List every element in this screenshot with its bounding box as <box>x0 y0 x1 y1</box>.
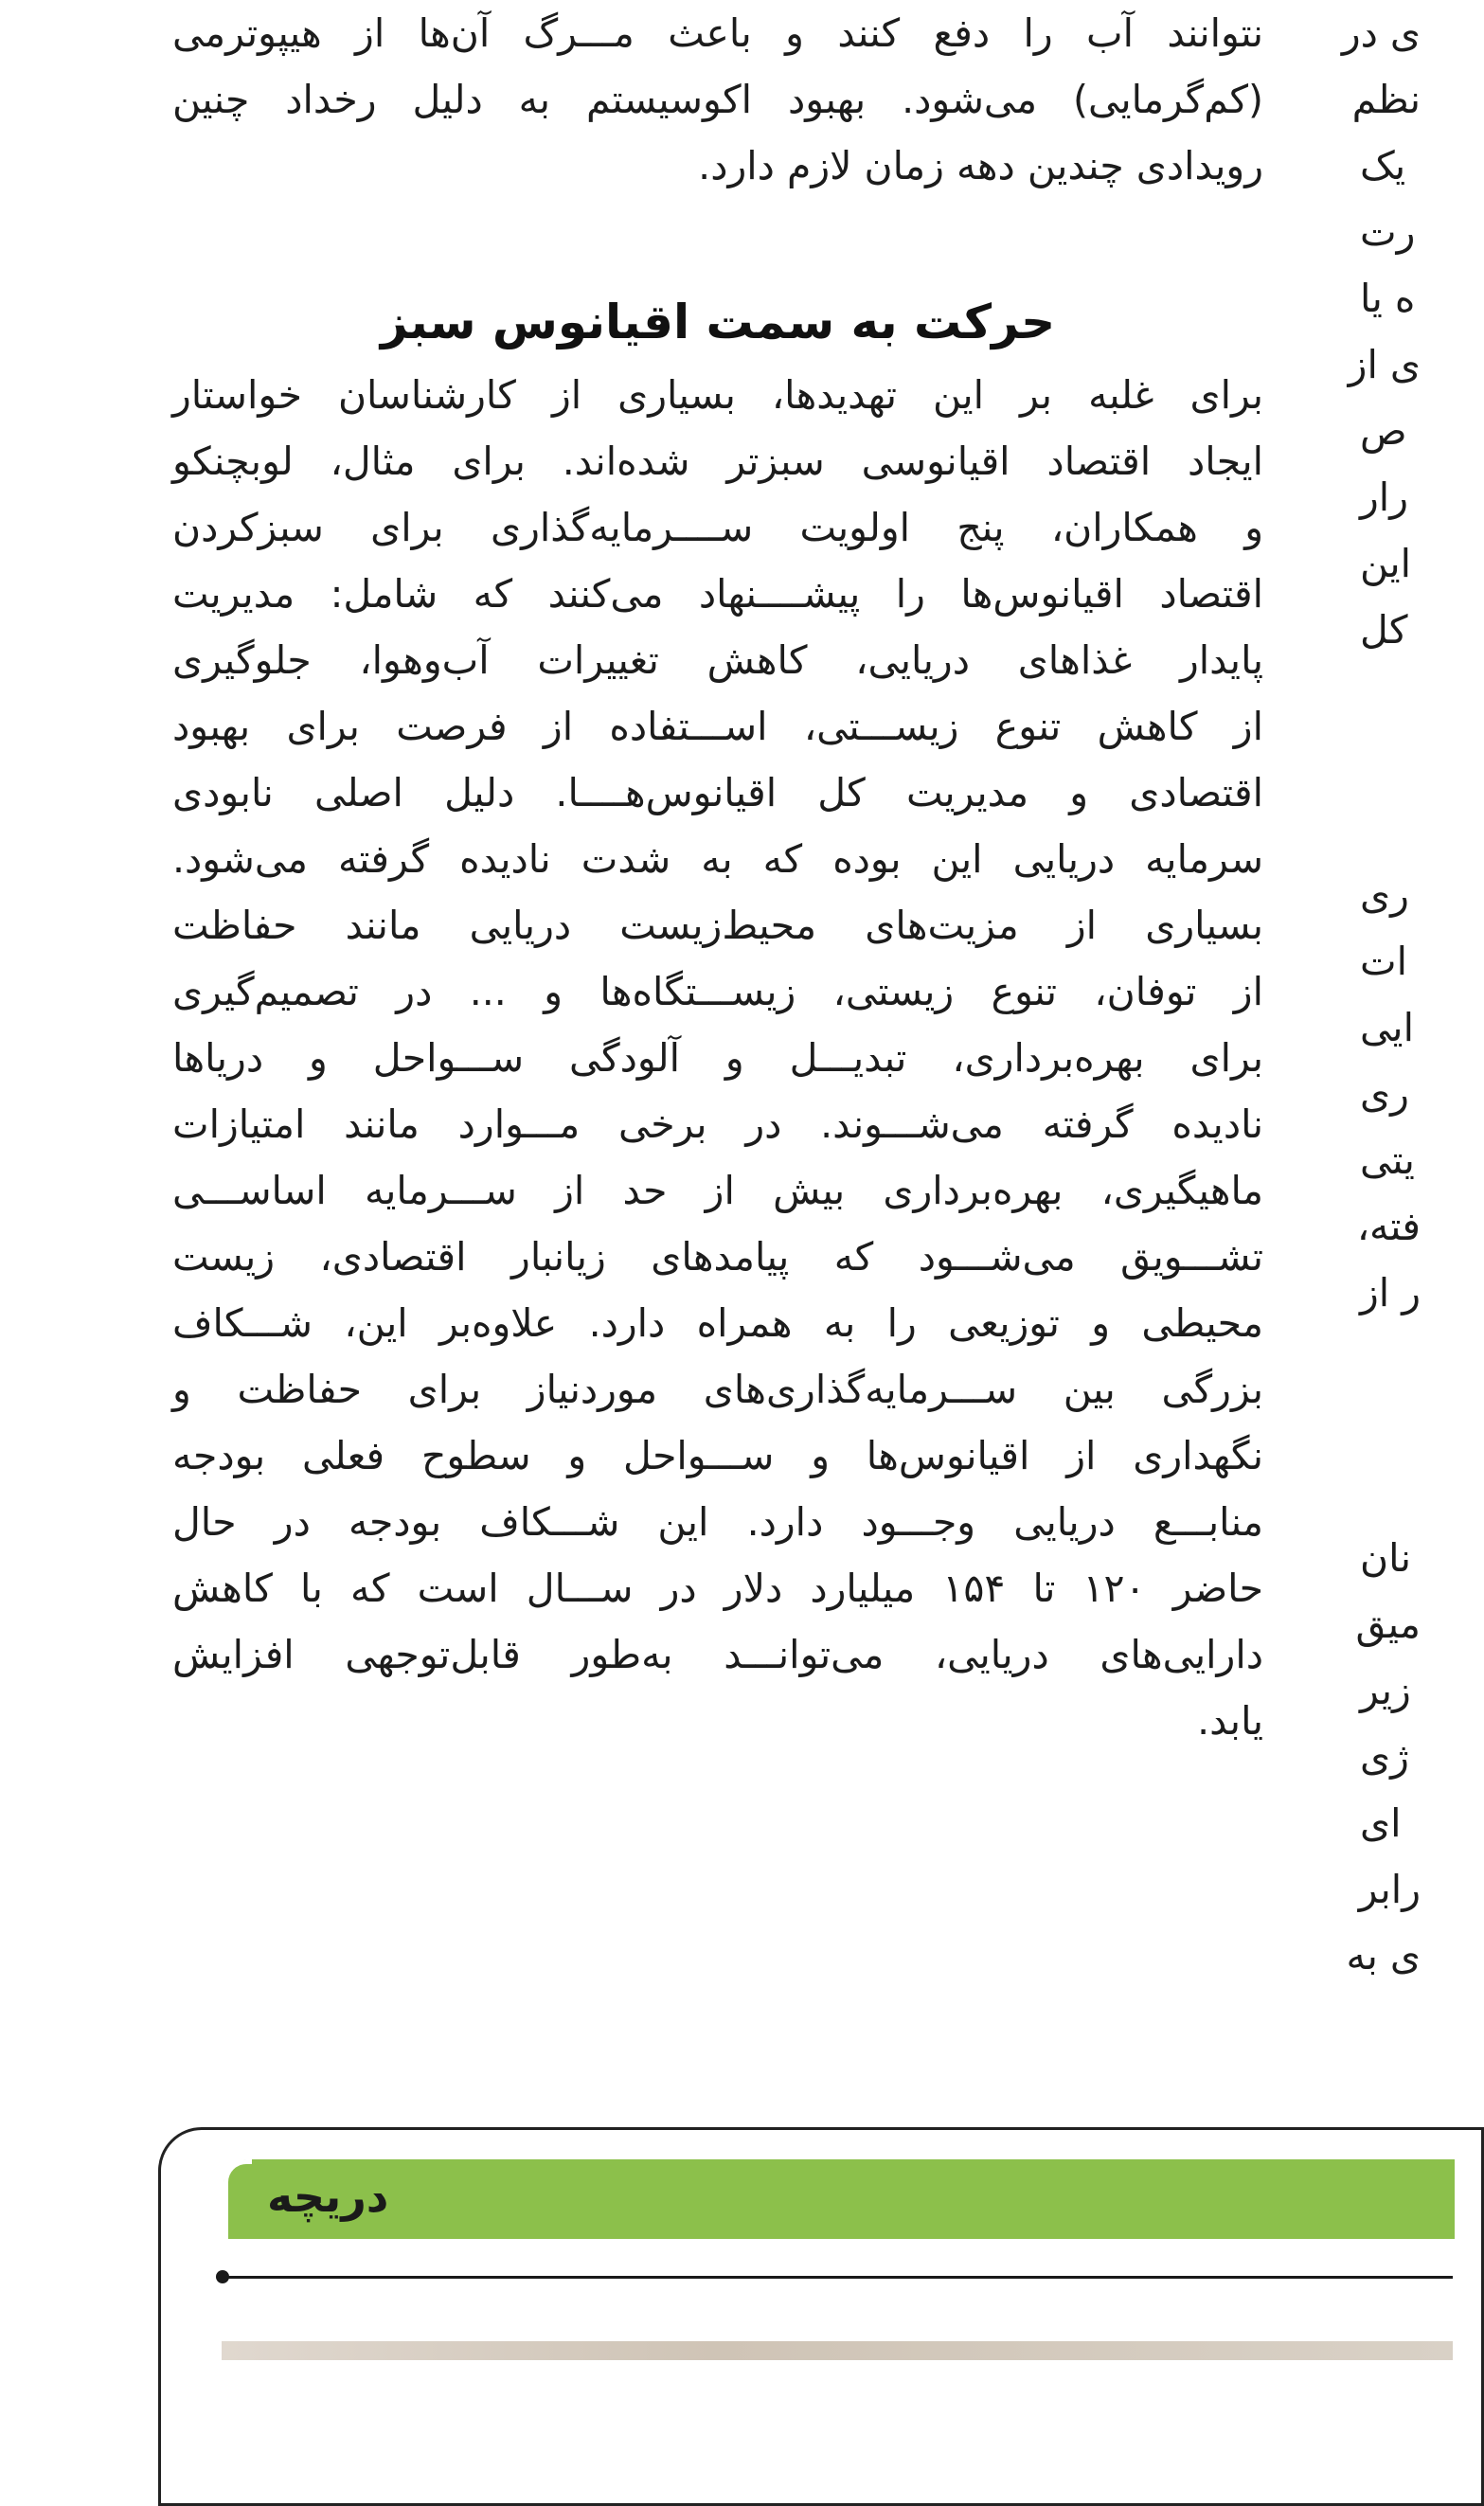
intro-line: رویدادی چندین دهه زمان لازم دارد. <box>698 143 1263 188</box>
fragment-line: ای <box>1360 1800 1402 1846</box>
right-text-column-fragment <box>1341 0 1421 2084</box>
fragment-line: ری <box>1360 1071 1409 1117</box>
paragraph-line: اقتصاد اقیانوس‌ها را پیشــــنهاد می‌کنند که شامل: مدیریت <box>172 571 1263 617</box>
fragment-line: ص <box>1360 408 1407 454</box>
fragment-line: میق <box>1355 1602 1421 1647</box>
paragraph-line: نگهداری از اقیانوس‌ها و ســـواحل و سطوح فعلی بودجه <box>172 1433 1263 1478</box>
fragment-line: ایی <box>1360 1005 1414 1050</box>
paragraph-line: و همکاران، پنج اولویت ســــرمایه‌گذاری برای سبزکردن <box>172 505 1263 550</box>
info-box-divider <box>222 2276 1453 2279</box>
paragraph-line: محیطی و توزیعی را به همراه دارد. علاوه‌بر این، شـــکاف <box>172 1300 1263 1346</box>
section-paragraph <box>172 362 1263 1754</box>
paragraph-line: یابد. <box>1197 1698 1263 1744</box>
paragraph-line: ایجاد اقتصاد اقیانوسی سبزتر شده‌اند. برای مثال، لوبچنکو <box>172 439 1263 484</box>
fragment-line: ری <box>1360 872 1409 918</box>
fragment-line: نان <box>1360 1535 1412 1581</box>
fragment-line: این <box>1360 541 1412 586</box>
fragment-line: زیر <box>1360 1668 1411 1713</box>
intro-line: (کم‌گرمایی) می‌شود. بهبود اکوسیستم به دلیل رخداد چنین <box>172 77 1263 122</box>
fragment-line: فته، <box>1356 1204 1421 1249</box>
paragraph-line: بزرگی بین ســـرمایه‌گذاری‌های موردنیاز برای حفاظت و <box>172 1367 1263 1412</box>
paragraph-line: نادیده گرفته می‌شـــوند. در برخی مـــوارد مانند امتیازات <box>172 1101 1263 1147</box>
main-text-column <box>172 0 1263 1754</box>
fragment-line: ژی <box>1360 1734 1409 1780</box>
paragraph-line: اقتصادی و مدیریت کل اقیانوس‌هــــا. دلیل اصلی نابودی <box>172 770 1263 815</box>
fragment-line: کل <box>1360 607 1408 653</box>
paragraph-line: ماهیگیری، بهره‌برداری بیش از حد از ســـرمایه اساســـی <box>172 1168 1263 1213</box>
section-heading: حرکت به سمت اقیانوس سبز <box>380 295 1056 349</box>
info-box-photo <box>222 2341 1453 2360</box>
fragment-line: ر از <box>1359 1270 1421 1316</box>
fragment-line: یتی <box>1360 1137 1415 1183</box>
paragraph-line: منابـــع دریایی وجـــود دارد. این شـــکاف بودجه در حال <box>172 1499 1263 1545</box>
fragment-line: ی به <box>1346 1933 1421 1978</box>
fragment-line: ی از <box>1348 342 1421 387</box>
paragraph-line: برای بهره‌برداری، تبدیـــل و آلودگی ســـواحل و دریاها <box>172 1035 1263 1081</box>
intro-paragraph <box>172 0 1263 199</box>
paragraph-line: سرمایه دریایی این بوده که به شدت نادیده گرفته می‌شود. <box>172 836 1263 882</box>
info-box-title: دریچه <box>267 2171 389 2222</box>
fragment-line: ات <box>1360 939 1407 984</box>
fragment-line: رابر <box>1358 1867 1421 1912</box>
fragment-line: رت <box>1360 209 1416 255</box>
paragraph-line: پایدار غذاهای دریایی، کاهش تغییرات آب‌وهوا، جلوگیری <box>172 637 1263 683</box>
fragment-line: یک <box>1360 143 1406 188</box>
fragment-line: نظم <box>1351 77 1421 122</box>
fragment-line: رار <box>1360 474 1408 520</box>
paragraph-line: دارایی‌های دریایی، می‌توانـــد به‌طور قابل‌توجهی افزایش <box>172 1632 1263 1677</box>
paragraph-line: از توفان، تنوع زیستی، زیســـتگاه‌ها و ... در تصمیم‌گیری <box>172 969 1263 1014</box>
paragraph-line: حاضر ۱۲۰ تا ۱۵۴ میلیارد دلار در ســـال است که با کاهش <box>172 1566 1264 1611</box>
paragraph-line: بسیاری از مزیت‌های محیط‌زیست دریایی مانند حفاظت <box>172 903 1263 948</box>
fragment-line: ی در <box>1341 10 1421 56</box>
fragment-line: ه یا <box>1360 276 1416 321</box>
paragraph-line: از کاهش تنوع زیســـتی، اســـتفاده از فرصت برای بهبود <box>172 704 1263 749</box>
info-box-header <box>223 2159 1455 2239</box>
info-box-header-notch <box>223 2159 252 2239</box>
paragraph-line: برای غلبه بر این تهدیدها، بسیاری از کارشناسان خواستار <box>172 372 1263 418</box>
paragraph-line: تشـــویق می‌شـــود که پیامدهای زیانبار اقتصادی، زیست <box>172 1234 1263 1280</box>
intro-line: نتوانند آب را دفع کنند و باعث مـــرگ آن‌ها از هیپوترمی <box>172 10 1263 56</box>
